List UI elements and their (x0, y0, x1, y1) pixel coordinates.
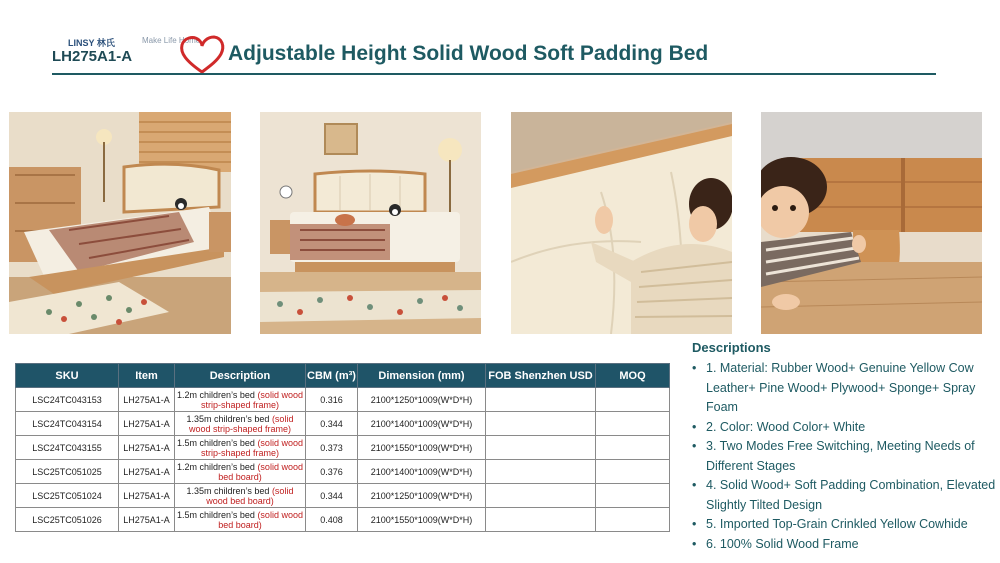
item-cell: LH275A1-A (119, 388, 175, 412)
description-main: 1.35m children’s bed (186, 485, 270, 496)
header-description: Description (175, 364, 306, 388)
cbm-cell: 0.408 (306, 508, 358, 532)
description-text: 1. Material: Rubber Wood+ Genuine Yellow Cow Leather+ Pine Wood+ Plywood+ Sponge+ Spray Foam (706, 361, 976, 414)
list-item (692, 476, 997, 515)
description-cell (175, 436, 306, 460)
table-header-row (16, 364, 670, 388)
page-title: Adjustable Height Solid Wood Soft Padding Bed (228, 42, 709, 65)
bullet-icon: • (692, 517, 697, 531)
description-note: (solid wood strip-shaped frame) (188, 413, 294, 434)
bullet-icon: • (692, 439, 697, 453)
description-note: (solid wood strip-shaped frame) (200, 437, 303, 458)
bedroom-front-photo (260, 112, 481, 334)
description-main: 1.5m children’s bed (177, 437, 255, 448)
fob-cell (486, 412, 596, 436)
bullet-icon: • (692, 361, 697, 375)
list-item (692, 437, 997, 476)
child-headboard-photo (511, 112, 732, 334)
fob-cell (486, 436, 596, 460)
descriptions-panel (692, 340, 997, 554)
description-main: 1.5m children’s bed (177, 509, 255, 520)
moq-cell (596, 508, 670, 532)
cbm-cell: 0.376 (306, 460, 358, 484)
moq-cell (596, 460, 670, 484)
list-item (692, 359, 997, 418)
dimension-cell: 2100*1550*1009(W*D*H) (358, 508, 486, 532)
item-cell: LH275A1-A (119, 460, 175, 484)
descriptions-heading: Descriptions (692, 340, 771, 355)
header-item: Item (119, 364, 175, 388)
dimension-cell: 2100*1250*1009(W*D*H) (358, 388, 486, 412)
sku-cell: LSC24TC043154 (16, 412, 119, 436)
description-text: 5. Imported Top-Grain Crinkled Yellow Cowhide (706, 517, 968, 531)
cbm-cell: 0.316 (306, 388, 358, 412)
child-bed-leg-photo (761, 112, 982, 334)
table-row (16, 508, 670, 532)
item-cell: LH275A1-A (119, 484, 175, 508)
item-cell: LH275A1-A (119, 508, 175, 532)
description-cell (175, 412, 306, 436)
table-row (16, 436, 670, 460)
bullet-icon: • (692, 478, 697, 492)
model-number: LH275A1-A (52, 48, 133, 65)
brand-slogan: Make Life Home (142, 36, 201, 45)
description-note: (solid wood bed board) (206, 485, 294, 506)
table-row (16, 388, 670, 412)
sku-cell: LSC25TC051026 (16, 508, 119, 532)
dimension-cell: 2100*1250*1009(W*D*H) (358, 484, 486, 508)
moq-cell (596, 436, 670, 460)
fob-cell (486, 460, 596, 484)
title-underline (52, 73, 936, 75)
description-text: 4. Solid Wood+ Soft Padding Combination, Elevated Slightly Tilted Design (706, 478, 996, 512)
description-main: 1.2m children’s bed (177, 461, 255, 472)
cbm-cell: 0.344 (306, 484, 358, 508)
sku-cell: LSC25TC051025 (16, 460, 119, 484)
dimension-cell: 2100*1400*1009(W*D*H) (358, 412, 486, 436)
dimension-cell: 2100*1550*1009(W*D*H) (358, 436, 486, 460)
table-row (16, 484, 670, 508)
list-item (692, 515, 997, 535)
list-item (692, 535, 997, 555)
item-cell: LH275A1-A (119, 412, 175, 436)
description-cell (175, 460, 306, 484)
bullet-icon: • (692, 419, 697, 434)
cbm-cell: 0.373 (306, 436, 358, 460)
table-row (16, 412, 670, 436)
description-cell (175, 484, 306, 508)
cbm-cell: 0.344 (306, 412, 358, 436)
header-sku: SKU (16, 364, 119, 388)
description-cell (175, 388, 306, 412)
description-text: 6. 100% Solid Wood Frame (706, 536, 859, 551)
description-text: 3. Two Modes Free Switching, Meeting Needs of Different Stages (706, 439, 975, 473)
header-moq: MOQ (596, 364, 670, 388)
moq-cell (596, 484, 670, 508)
heart-icon (178, 34, 226, 76)
list-item (692, 418, 997, 438)
fob-cell (486, 388, 596, 412)
fob-cell (486, 508, 596, 532)
header-fob: FOB Shenzhen USD (486, 364, 596, 388)
item-cell: LH275A1-A (119, 436, 175, 460)
table-row (16, 460, 670, 484)
description-main: 1.35m children’s bed (186, 413, 270, 424)
sku-cell: LSC25TC051024 (16, 484, 119, 508)
fob-cell (486, 484, 596, 508)
moq-cell (596, 388, 670, 412)
dimension-cell: 2100*1400*1009(W*D*H) (358, 460, 486, 484)
description-main: 1.2m children’s bed (177, 389, 255, 400)
header-dimension: Dimension (mm) (358, 364, 486, 388)
bullet-icon: • (692, 536, 697, 551)
sku-cell: LSC24TC043153 (16, 388, 119, 412)
sku-cell: LSC24TC043155 (16, 436, 119, 460)
descriptions-list (692, 359, 997, 554)
spec-table (15, 363, 670, 532)
description-note: (solid wood bed board) (218, 461, 303, 482)
header-cbm: CBM (m³) (306, 364, 358, 388)
bedroom-photo (9, 112, 231, 334)
description-note: (solid wood bed board) (218, 509, 303, 530)
description-note: (solid wood strip-shaped frame) (200, 389, 303, 410)
description-cell (175, 508, 306, 532)
brand-logo: LINSY 林氏 (68, 38, 115, 48)
description-text: 2. Color: Wood Color+ White (706, 419, 866, 434)
moq-cell (596, 412, 670, 436)
